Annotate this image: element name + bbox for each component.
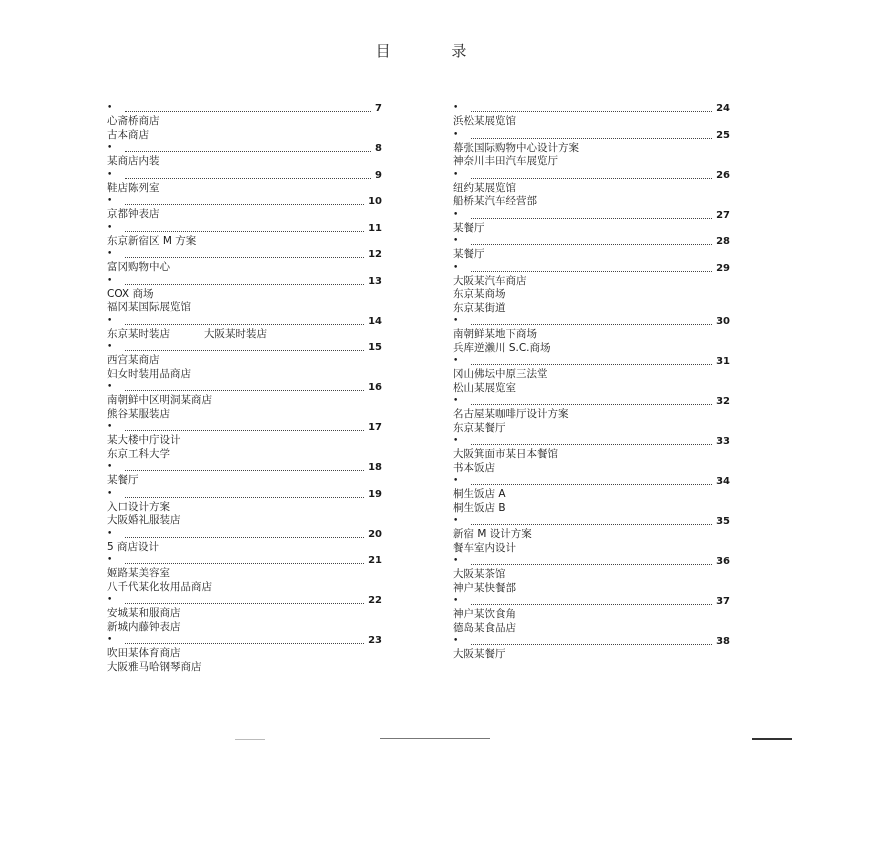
bullet-icon: • (453, 169, 459, 180)
page-number: 20 (368, 528, 382, 540)
toc-entry (107, 381, 382, 421)
page-number: 32 (716, 396, 730, 407)
toc-leader-line (107, 528, 382, 541)
toc-item-label: 桐生饭店 B (453, 501, 506, 514)
toc-entry (107, 528, 382, 555)
toc-item (107, 501, 382, 515)
toc-item-label: 新宿 M 设计方案 (453, 528, 532, 540)
page-number: 27 (716, 209, 730, 221)
page-number: 7 (375, 103, 382, 114)
toc-item-label: 京都钟表店 (107, 208, 160, 220)
dot-leader (125, 104, 371, 112)
toc-item-label: 船桥某汽车经营部 (453, 195, 537, 207)
toc-item (107, 368, 382, 382)
dot-leader (125, 636, 364, 644)
toc-item (107, 394, 382, 408)
toc-leader-line (107, 461, 382, 474)
toc-entry (107, 461, 382, 488)
toc-entry (107, 554, 382, 594)
toc-item (453, 622, 730, 636)
scan-artifact-line (380, 738, 490, 739)
toc-item-label: 西宫某商店 (107, 354, 160, 366)
dot-leader (471, 131, 712, 139)
dot-leader (125, 197, 364, 205)
toc-item (453, 288, 730, 302)
dot-leader (471, 237, 712, 245)
toc-item (107, 621, 382, 635)
page-number: 17 (368, 422, 382, 433)
toc-leader-line (453, 515, 730, 528)
bullet-icon: • (107, 342, 113, 352)
bullet-icon: • (453, 396, 459, 406)
toc-leader-line (107, 488, 382, 501)
page-number: 12 (368, 249, 382, 260)
toc-item (107, 448, 382, 462)
toc-leader-line (107, 594, 382, 607)
bullet-icon: • (107, 222, 113, 233)
bullet-icon: • (107, 555, 113, 565)
toc-item (107, 261, 382, 275)
toc-entry (107, 421, 382, 461)
dot-leader (471, 597, 712, 605)
dot-leader (125, 596, 364, 604)
toc-item-label: 安城某和服商店 (107, 607, 181, 619)
scan-artifact-line (235, 739, 265, 740)
bullet-icon: • (453, 236, 459, 246)
page-number: 28 (716, 236, 730, 247)
toc-item (453, 155, 730, 169)
toc-item-label: 纽约某展览馆 (453, 181, 516, 194)
bullet-icon: • (453, 262, 459, 273)
toc-item-label: 东京某时装店 (107, 327, 170, 340)
toc-item (107, 607, 382, 621)
toc-item-label: 福冈某国际展览馆 (107, 301, 191, 313)
toc-item-label: 兵库逆濑川 S.C.商场 (453, 341, 551, 354)
dot-leader (471, 211, 712, 219)
toc-item (107, 567, 382, 581)
dot-leader (125, 224, 364, 232)
page-title: 目 录 (375, 42, 495, 60)
toc-item-label: 餐车室内设计 (453, 541, 516, 554)
toc-item (453, 488, 730, 502)
page-number: 33 (716, 436, 730, 447)
bullet-icon: • (453, 356, 459, 366)
toc-leader-line (453, 635, 730, 648)
toc-item-label: 浜松某展览馆 (453, 115, 516, 127)
toc-item (453, 422, 730, 436)
page-number: 19 (368, 488, 382, 500)
dot-leader (471, 477, 712, 485)
toc-item-label: COX 商场 (107, 287, 154, 300)
toc-entry (107, 341, 382, 381)
toc-item (107, 541, 382, 555)
toc-item-label: 德岛某食品店 (453, 621, 516, 634)
toc-leader-line (453, 355, 730, 368)
dot-leader (471, 437, 712, 445)
bullet-icon: • (453, 103, 459, 113)
toc-item-label: 幕张国际购物中心设计方案 (453, 141, 579, 154)
page-number: 25 (716, 129, 730, 141)
toc-entry (453, 235, 730, 262)
toc-item-label: 某餐厅 (453, 248, 485, 260)
toc-item (453, 568, 730, 582)
toc-item-label: 大阪雅马哈钢琴商店 (107, 660, 202, 673)
page-number: 36 (716, 556, 730, 567)
toc-item (107, 408, 382, 422)
toc-leader-line (107, 554, 382, 567)
toc-leader-line (107, 381, 382, 394)
toc-entry (453, 315, 730, 355)
toc-entry (107, 275, 382, 315)
dot-leader (125, 250, 364, 258)
dot-leader (471, 104, 712, 112)
toc-leader-line (453, 169, 730, 182)
toc-item (453, 195, 730, 209)
bullet-icon: • (107, 595, 113, 605)
toc-item (453, 648, 730, 662)
toc-item-label: 大阪婚礼服装店 (107, 514, 181, 526)
toc-leader-line (453, 555, 730, 568)
toc-item (107, 288, 382, 302)
toc-item-label: 冈山佛坛中原三法堂 (453, 368, 548, 380)
bullet-icon: • (453, 596, 459, 606)
page-number: 8 (375, 143, 382, 154)
toc-item (107, 581, 382, 595)
bullet-icon: • (107, 196, 113, 206)
page-number: 16 (368, 382, 382, 393)
toc-item (453, 302, 730, 316)
dot-leader (125, 423, 364, 431)
toc-entry (453, 475, 730, 515)
page-number: 23 (368, 635, 382, 646)
dot-leader (125, 317, 364, 325)
page-number: 22 (368, 595, 382, 606)
toc-leader-line (453, 129, 730, 142)
toc-entry (107, 634, 382, 674)
toc-leader-line (107, 341, 382, 354)
toc-item (107, 301, 382, 315)
toc-entry (453, 635, 730, 662)
toc-entry (107, 248, 382, 275)
toc-item-label: 某餐厅 (107, 474, 139, 486)
toc-item-label: 某大楼中庁设计 (107, 434, 181, 446)
toc-item-label: 八千代某化妆用品商店 (107, 580, 212, 593)
toc-entry (453, 515, 730, 555)
toc-item-label: 5 商店设计 (107, 540, 160, 553)
toc-item-label: 神奈川丰田汽车展览厅 (453, 155, 558, 167)
bullet-icon: • (453, 209, 459, 220)
page-number: 13 (368, 275, 382, 287)
toc-item (107, 647, 382, 661)
toc-item (453, 328, 730, 342)
toc-item-label: 妇女时装用品商店 (107, 367, 191, 380)
toc-item (107, 182, 382, 196)
dot-leader (125, 490, 364, 498)
toc-entry (453, 435, 730, 475)
bullet-icon: • (107, 382, 113, 392)
toc-leader-line (453, 475, 730, 488)
toc-item (453, 368, 730, 382)
toc-item (107, 115, 382, 129)
dot-leader (125, 383, 364, 391)
page-number: 26 (716, 169, 730, 181)
page-number: 14 (368, 315, 382, 327)
toc-entry (453, 102, 730, 129)
toc-item-label: 南朝鲜某地下商场 (453, 328, 537, 340)
toc-leader-line (107, 315, 382, 328)
toc-item-label: 姬路某美容室 (107, 567, 170, 579)
toc-item (453, 542, 730, 556)
toc-item-label: 心斋桥商店 (107, 115, 160, 127)
dot-leader (471, 397, 712, 405)
toc-leader-line (453, 262, 730, 275)
toc-item-label: 某商店内装 (107, 155, 160, 167)
toc-item (453, 182, 730, 196)
dot-leader (471, 517, 712, 525)
toc-entry (107, 222, 382, 249)
page-number: 29 (716, 262, 730, 274)
toc-item (107, 514, 382, 528)
bullet-icon: • (453, 556, 459, 566)
toc-item-label: 熊谷某服装店 (107, 407, 170, 420)
toc-entry (107, 142, 382, 169)
toc-item (453, 275, 730, 289)
toc-item (453, 502, 730, 516)
toc-entry (107, 102, 382, 142)
toc-entry (107, 315, 382, 342)
toc-item (107, 129, 382, 143)
page-number: 10 (368, 196, 382, 207)
toc-entry (107, 169, 382, 196)
toc-item (453, 382, 730, 396)
bullet-icon: • (107, 249, 113, 259)
dot-leader (125, 343, 364, 351)
dot-leader (125, 171, 371, 179)
toc-item-label: 东京某商场 (453, 288, 506, 300)
toc-item (107, 661, 382, 675)
toc-item-label: 大阪某茶馆 (453, 568, 506, 580)
toc-entry (453, 595, 730, 635)
toc-leader-line (453, 595, 730, 608)
toc-entry (453, 355, 730, 395)
bullet-icon: • (107, 462, 113, 472)
dot-leader (125, 556, 364, 564)
toc-item-label: 大阪某餐厅 (453, 648, 506, 660)
dot-leader (471, 357, 712, 365)
toc-item-label: 入口设计方案 (107, 500, 170, 513)
page-number: 34 (716, 476, 730, 487)
toc-entry (107, 594, 382, 634)
page-number: 18 (368, 462, 382, 473)
dot-leader (125, 277, 364, 285)
toc-item-label: 松山某展览室 (453, 381, 516, 394)
toc-item (453, 528, 730, 542)
toc-leader-line (453, 315, 730, 328)
toc-item-label: 东京工科大学 (107, 447, 170, 460)
page-number: 35 (716, 516, 730, 527)
bullet-icon: • (453, 436, 459, 446)
toc-item-label: 吹田某体育商店 (107, 647, 181, 659)
dot-leader (125, 530, 364, 538)
page-number: 21 (368, 555, 382, 566)
dot-leader (125, 144, 371, 152)
dot-leader (471, 317, 712, 325)
toc-entry (453, 129, 730, 169)
toc-item-label: 某餐厅 (453, 221, 485, 234)
toc-entry (453, 395, 730, 435)
toc-item-label: 富冈购物中心 (107, 261, 170, 273)
toc-item-label: 名古屋某咖啡厅设计方案 (453, 408, 569, 420)
bullet-icon: • (107, 169, 113, 180)
toc-leader-line (107, 169, 382, 182)
toc-item-label: 桐生饭店 A (453, 488, 506, 500)
toc-item-label: 东京新宿区 M 方案 (107, 234, 197, 247)
toc-entry (107, 488, 382, 528)
toc-item (453, 115, 730, 129)
dot-leader (125, 463, 364, 471)
dot-leader (471, 171, 712, 179)
page-number: 31 (716, 356, 730, 367)
toc-leader-line (453, 395, 730, 408)
bullet-icon: • (107, 103, 113, 113)
bullet-icon: • (107, 422, 113, 432)
page-number: 11 (368, 222, 382, 234)
bullet-icon: • (453, 476, 459, 486)
dot-leader (471, 264, 712, 272)
toc-item-label: 书本饭店 (453, 461, 495, 474)
toc-item-label: 古本商店 (107, 128, 149, 141)
toc-entry (453, 262, 730, 316)
toc-column-right (453, 102, 730, 662)
toc-entry (453, 169, 730, 209)
page-number: 37 (716, 596, 730, 607)
bullet-icon: • (107, 635, 113, 645)
toc-item (107, 235, 382, 249)
toc-item-label: 神户某饮食角 (453, 608, 516, 620)
toc-leader-line (107, 222, 382, 235)
bullet-icon: • (107, 275, 113, 286)
bullet-icon: • (453, 636, 459, 646)
page-number: 15 (368, 342, 382, 353)
page-number: 38 (716, 636, 730, 647)
bullet-icon: • (107, 528, 113, 539)
toc-item (107, 434, 382, 448)
toc-item (453, 142, 730, 156)
bullet-icon: • (107, 315, 113, 326)
toc-leader-line (453, 435, 730, 448)
toc-item (107, 354, 382, 368)
toc-item (107, 155, 382, 169)
page-number: 30 (716, 316, 730, 327)
toc-item (453, 448, 730, 462)
toc-column-left (107, 102, 382, 674)
bullet-icon: • (453, 516, 459, 526)
toc-item (453, 608, 730, 622)
toc-item (107, 328, 382, 342)
toc-leader-line (453, 102, 730, 115)
toc-item (453, 248, 730, 262)
toc-item-label: 南朝鲜中区明洞某商店 (107, 394, 212, 406)
toc-item-label: 鞋店陈列室 (107, 181, 160, 194)
toc-entry (453, 209, 730, 236)
toc-item-label: 大阪某汽车商店 (453, 274, 527, 287)
bullet-icon: • (107, 143, 113, 153)
bullet-icon: • (453, 129, 459, 140)
toc-item (107, 208, 382, 222)
toc-entry (453, 555, 730, 595)
toc-leader-line (107, 275, 382, 288)
toc-item (453, 222, 730, 236)
toc-item (453, 582, 730, 596)
dot-leader (471, 557, 712, 565)
toc-leader-line (107, 248, 382, 261)
page-number: 24 (716, 103, 730, 114)
bullet-icon: • (453, 316, 459, 326)
toc-item (107, 474, 382, 488)
toc-item-label-extra: 大阪某时装店 (204, 327, 267, 340)
scan-artifact-line (752, 738, 792, 740)
toc-item-label: 新城内藤钟表店 (107, 620, 181, 633)
toc-item-label: 东京某餐厅 (453, 421, 506, 434)
toc-leader-line (107, 421, 382, 434)
toc-item (453, 462, 730, 476)
toc-leader-line (107, 634, 382, 647)
toc-item-label: 大阪箕面市某日本餐馆 (453, 448, 558, 460)
toc-item-label: 东京某街道 (453, 301, 506, 314)
toc-leader-line (453, 209, 730, 222)
dot-leader (471, 637, 712, 645)
toc-leader-line (107, 195, 382, 208)
page-number: 9 (375, 169, 382, 181)
toc-leader-line (107, 142, 382, 155)
toc-entry (107, 195, 382, 222)
bullet-icon: • (107, 488, 113, 499)
toc-item (453, 408, 730, 422)
toc-item (453, 342, 730, 356)
toc-item-label: 神户某快餐部 (453, 581, 516, 594)
toc-leader-line (107, 102, 382, 115)
toc-leader-line (453, 235, 730, 248)
